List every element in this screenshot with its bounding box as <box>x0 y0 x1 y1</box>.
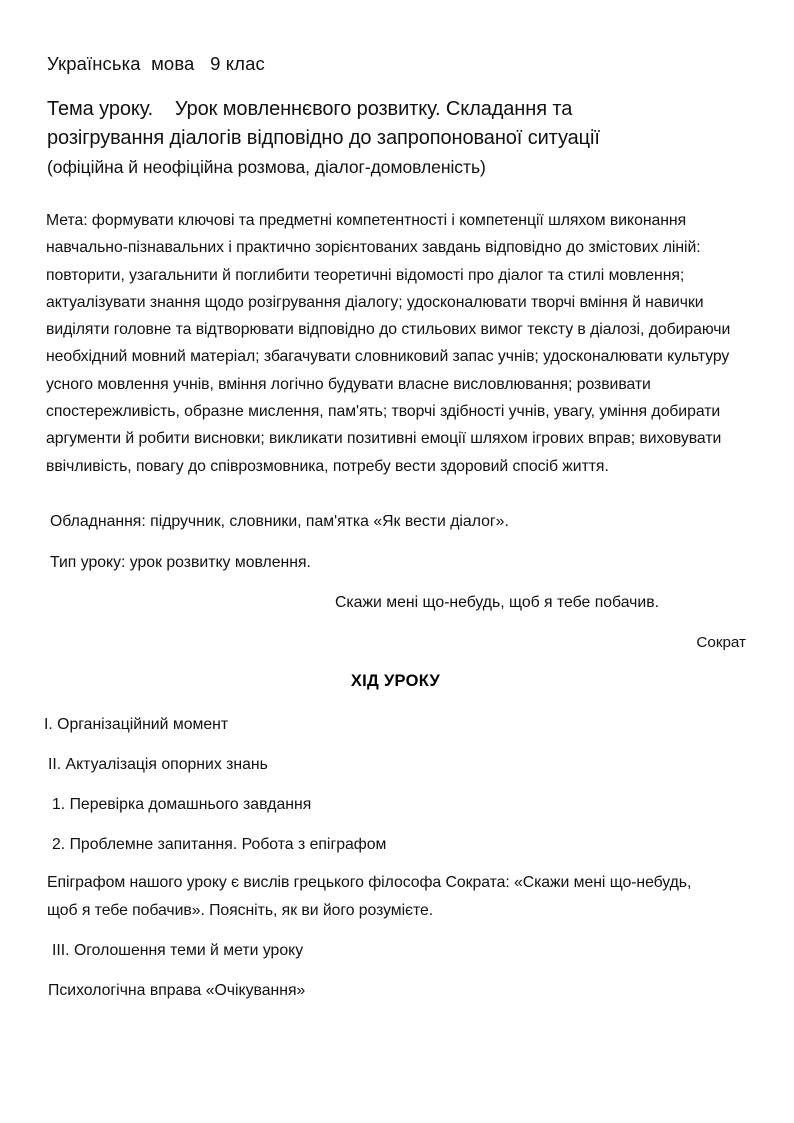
outline-item-3: 1. Перевірка домашнього завдання <box>52 796 312 813</box>
lesson-topic-block <box>47 95 747 180</box>
lesson-type-line: Тип уроку: урок розвитку мовлення. <box>50 554 311 571</box>
section-heading-lesson-flow: ХІД УРОКУ <box>350 672 441 690</box>
outline-item-5: III. Оголошення теми й мети уроку <box>52 942 304 959</box>
outline-item-6: Психологічна вправа «Очікування» <box>48 982 306 999</box>
subject-and-grade-line: Українська мова 9 клас <box>47 53 265 74</box>
equipment-line: Обладнання: підручник, словники, пам'ятка «Як вести діалог». <box>50 513 509 530</box>
epigraph-author: Сократ <box>696 634 746 651</box>
epigraph-quote: Скажи мені що-небудь, щоб я тебе побачив. <box>335 594 659 611</box>
epigraph-explanation-paragraph: Епіграфом нашого уроку є вислів грецького філософа Сократа: «Скажи мені що-небудь, щоб я тебе побачив». Поясніть, як ви його розумієте. <box>47 874 692 919</box>
lesson-topic-line-2: розігрування діалогів відповідно до запропонованої ситуації <box>47 127 600 149</box>
lesson-topic-line-1: Тема уроку. Урок мовленнєвого розвитку. Складання та <box>47 98 573 120</box>
outline-item-4: 2. Проблемне запитання. Робота з епіграфом <box>52 836 387 853</box>
lesson-goal-paragraph: Мета: формувати ключові та предметні компетентності і компетенції шляхом виконання навчально-пізнавальних і практично зорієнтованих завдань відповідно до змістових ліній: повторити, узагальнити й поглибити теоретичні відомості про діалог та стилі мовлення; актуалізувати знання щодо розігрування діалогу; удосконалювати творчі вміння й навички виділяти головне та відтворювати відповідно до стильових вимог тексту в діалозі, добираючи необхідний мовний матеріал; збагачувати словниковий запас учнів; удосконалювати культуру усного мовлення учнів, вміння логічно будувати власне висловлювання; розвивати спостережливість, образне мислення, пам'ять; творчі здібності учнів, увагу, уміння добирати аргументи й робити висновки; викликати позитивні емоції шляхом ігрових вправ; виховувати ввічливість, повагу до співрозмовника, потребу вести здоровий спосіб життя. <box>46 212 731 475</box>
lesson-topic-subtitle: (офіційна й неофіційна розмова, діалог-домовленість) <box>47 157 486 177</box>
outline-item-2: II. Актуалізація опорних знань <box>48 756 268 773</box>
outline-item-1: I. Організаційний момент <box>44 716 229 733</box>
